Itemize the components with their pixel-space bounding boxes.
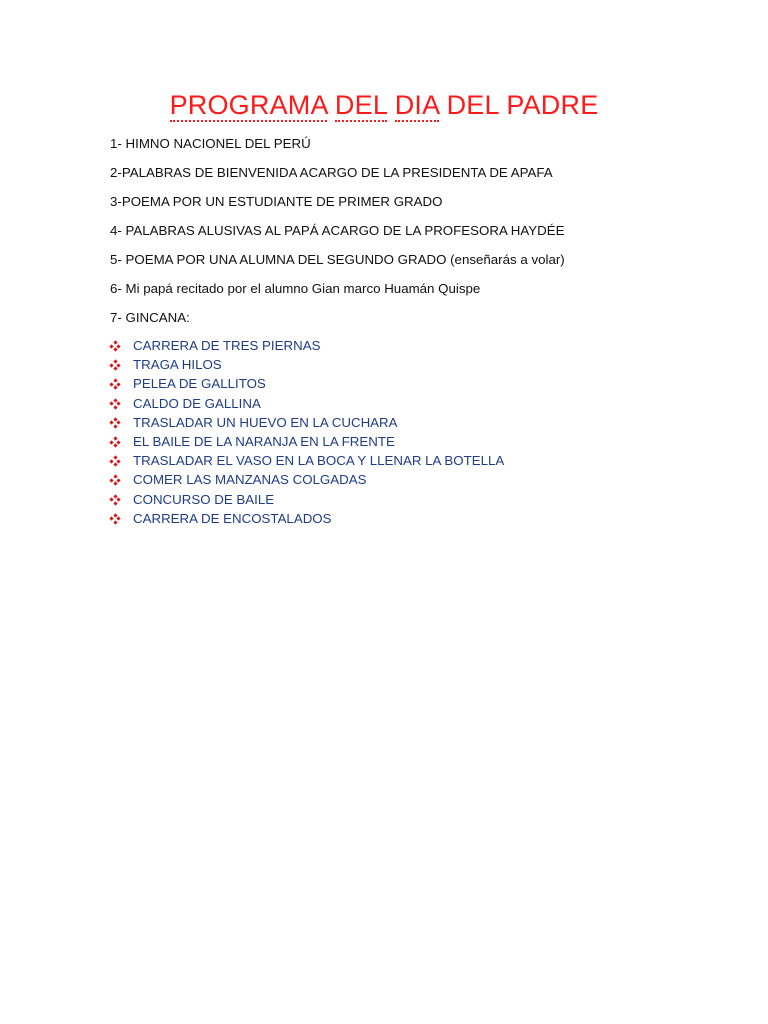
page-title [0,86,768,124]
gincana-game: CARRERA DE ENCOSTALADOS [133,510,332,526]
four-diamond-bullet-icon [110,475,120,485]
list-item [110,336,730,355]
title-word: PADRE [506,90,599,120]
title-word: DEL [446,90,499,120]
four-diamond-bullet-icon [110,514,120,524]
four-diamond-bullet-icon [110,495,120,505]
program-item: 3-POEMA POR UN ESTUDIANTE DE PRIMER GRADO [110,194,443,209]
four-diamond-bullet-icon [110,360,120,370]
list-item [110,374,730,393]
gincana-game: CARRERA DE TRES PIERNAS [133,338,321,353]
list-item [110,355,730,374]
list-item [110,509,730,528]
gincana-game: EL BAILE DE LA NARANJA EN LA FRENTE [133,434,395,450]
program-item: 5- POEMA POR UNA ALUMNA DEL SEGUNDO GRADO (enseñarás a volar) [110,252,565,267]
list-item [110,451,730,470]
list-item [110,394,730,413]
title-word: DIA [394,90,439,120]
four-diamond-bullet-icon [110,418,120,428]
gincana-game: PELEA DE GALLITOS [133,376,266,392]
four-diamond-bullet-icon [110,456,120,466]
gincana-game: TRASLADAR UN HUEVO EN LA CUCHARA [133,414,398,430]
four-diamond-bullet-icon [110,379,120,389]
program-list [110,135,730,338]
four-diamond-bullet-icon [110,341,120,351]
gincana-game: COMER LAS MANZANAS COLGADAS [133,472,367,488]
program-item: 7- GINCANA: [110,310,190,325]
gincana-game: CALDO DE GALLINA [133,395,261,411]
program-item: 2-PALABRAS DE BIENVENIDA ACARGO DE LA PRESIDENTA DE APAFA [110,165,553,180]
four-diamond-bullet-icon [110,399,120,409]
gincana-list [110,336,730,528]
four-diamond-bullet-icon [110,437,120,447]
program-item: 1- HIMNO NACIONEL DEL PERÚ [110,136,311,151]
title-word: DEL [334,90,388,120]
gincana-game: CONCURSO DE BAILE [133,491,275,507]
gincana-game: TRAGA HILOS [133,357,222,373]
title-word: PROGRAMA [169,90,328,120]
list-item [110,490,730,509]
list-item [110,432,730,451]
gincana-game: TRASLADAR EL VASO EN LA BOCA Y LLENAR LA BOTELLA [133,453,505,469]
program-item: 6- Mi papá recitado por el alumno Gian marco Huamán Quispe [110,281,481,296]
program-item: 4- PALABRAS ALUSIVAS AL PAPÁ ACARGO DE LA PROFESORA HAYDÉE [110,223,565,238]
list-item [110,470,730,489]
list-item [110,413,730,432]
